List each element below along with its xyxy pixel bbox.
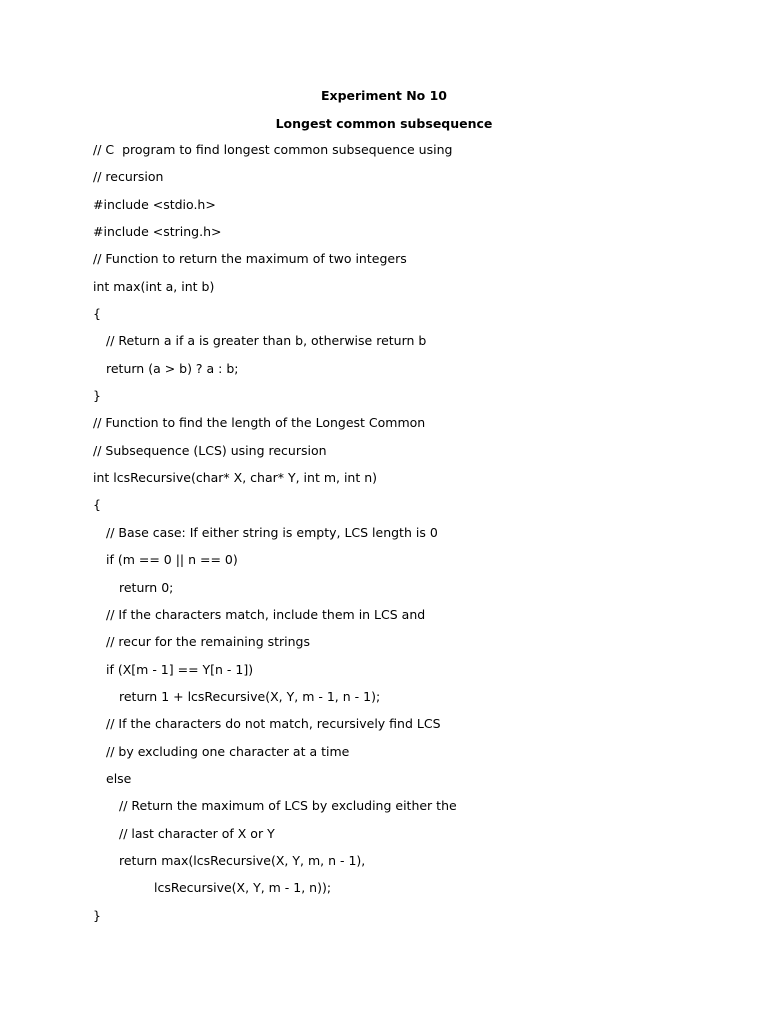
code-line: }: [93, 388, 101, 404]
code-line: {: [93, 497, 101, 513]
code-line: else: [106, 770, 132, 786]
code-line: int max(int a, int b): [93, 278, 215, 294]
code-line: if (m == 0 || n == 0): [106, 552, 238, 568]
code-line: // Subsequence (LCS) using recursion: [93, 442, 327, 458]
code-listing: [93, 142, 457, 935]
code-line: }: [93, 907, 101, 923]
code-line: if (X[m - 1] == Y[n - 1]): [106, 661, 254, 677]
code-line: // Function to return the maximum of two integers: [93, 251, 407, 267]
code-line: {: [93, 306, 101, 322]
code-line: // If the characters match, include them in LCS and: [106, 606, 426, 622]
code-line: return 0;: [119, 579, 174, 595]
code-line: // last character of X or Y: [119, 825, 275, 841]
code-line: // recur for the remaining strings: [106, 634, 310, 650]
code-line: // C program to find longest common subsequence using: [93, 142, 453, 157]
code-line: // recursion: [93, 169, 164, 185]
code-line: // Return a if a is greater than b, otherwise return b: [106, 333, 427, 349]
code-line: // Return the maximum of LCS by excluding either the: [119, 798, 457, 814]
code-line: #include <stdio.h>: [93, 196, 216, 212]
code-line: int lcsRecursive(char* X, char* Y, int m, int n): [93, 470, 378, 486]
code-line: #include <string.h>: [93, 224, 222, 240]
code-line: return (a > b) ? a : b;: [106, 360, 239, 376]
code-line: lcsRecursive(X, Y, m - 1, n));: [154, 880, 332, 896]
code-line: // by excluding one character at a time: [106, 743, 350, 759]
experiment-title: Experiment No 10: [320, 88, 447, 103]
code-line: // Function to find the length of the Longest Common: [93, 415, 426, 431]
code-line: // Base case: If either string is empty, LCS length is 0: [106, 524, 438, 540]
code-line: return max(lcsRecursive(X, Y, m, n - 1),: [119, 852, 366, 868]
code-line: // If the characters do not match, recursively find LCS: [106, 716, 441, 732]
experiment-subtitle: Longest common subsequence: [275, 116, 493, 131]
code-line: return 1 + lcsRecursive(X, Y, m - 1, n - 1);: [119, 688, 381, 704]
